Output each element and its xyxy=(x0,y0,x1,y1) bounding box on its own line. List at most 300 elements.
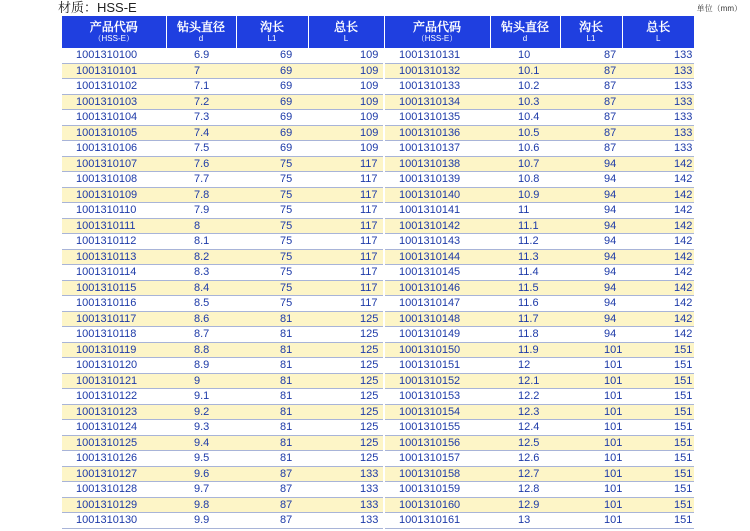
drill-diameter-cell: 7.2 xyxy=(166,94,236,110)
product-code-cell: 1001310113 xyxy=(62,249,166,265)
product-code-cell: 1001310138 xyxy=(384,156,490,172)
header-sub-text: L1 xyxy=(586,34,596,43)
flute-length-cell: 101 xyxy=(560,466,622,482)
total-length-cell: 151 xyxy=(622,420,694,436)
drill-diameter-cell: 7.9 xyxy=(166,203,236,219)
product-code-cell: 1001310123 xyxy=(62,404,166,420)
total-length-cell: 151 xyxy=(622,358,694,374)
flute-length-cell: 94 xyxy=(560,172,622,188)
product-code-cell: 1001310156 xyxy=(384,435,490,451)
table-row xyxy=(62,342,694,358)
product-code-cell: 1001310108 xyxy=(62,172,166,188)
drill-diameter-cell: 11.6 xyxy=(490,296,560,312)
table-row xyxy=(62,234,694,250)
total-length-cell: 117 xyxy=(308,234,384,250)
product-code-cell: 1001310127 xyxy=(62,466,166,482)
flute-length-cell: 75 xyxy=(236,234,308,250)
total-length-cell: 117 xyxy=(308,203,384,219)
drill-diameter-cell: 10.7 xyxy=(490,156,560,172)
total-length-cell: 151 xyxy=(622,373,694,389)
product-code-cell: 1001310159 xyxy=(384,482,490,498)
product-code-cell: 1001310117 xyxy=(62,311,166,327)
table-row xyxy=(62,48,694,63)
total-length-cell: 142 xyxy=(622,187,694,203)
total-length-cell: 125 xyxy=(308,404,384,420)
table-body xyxy=(62,48,694,528)
product-code-cell: 1001310144 xyxy=(384,249,490,265)
flute-length-cell: 75 xyxy=(236,156,308,172)
header-product-code-right xyxy=(384,16,490,48)
total-length-cell: 142 xyxy=(622,249,694,265)
total-length-cell: 117 xyxy=(308,280,384,296)
drill-diameter-cell: 10.4 xyxy=(490,110,560,126)
header-sub-text: （HSS-E） xyxy=(93,34,134,43)
total-length-cell: 117 xyxy=(308,187,384,203)
table-row xyxy=(62,296,694,312)
flute-length-cell: 69 xyxy=(236,125,308,141)
drill-diameter-cell: 12.3 xyxy=(490,404,560,420)
product-code-cell: 1001310137 xyxy=(384,141,490,157)
flute-length-cell: 75 xyxy=(236,265,308,281)
product-code-cell: 1001310122 xyxy=(62,389,166,405)
flute-length-cell: 69 xyxy=(236,110,308,126)
header-main-text: 沟长 xyxy=(259,20,284,34)
drill-diameter-cell: 8.2 xyxy=(166,249,236,265)
total-length-cell: 151 xyxy=(622,435,694,451)
drill-diameter-cell: 8.8 xyxy=(166,342,236,358)
drill-diameter-cell: 11.1 xyxy=(490,218,560,234)
flute-length-cell: 101 xyxy=(560,451,622,467)
drill-diameter-cell: 10.3 xyxy=(490,94,560,110)
header-drill-diameter-left xyxy=(166,16,236,48)
drill-diameter-cell: 12.1 xyxy=(490,373,560,389)
total-length-cell: 109 xyxy=(308,79,384,95)
product-code-cell: 1001310152 xyxy=(384,373,490,389)
total-length-cell: 151 xyxy=(622,466,694,482)
total-length-cell: 142 xyxy=(622,156,694,172)
drill-diameter-cell: 11.7 xyxy=(490,311,560,327)
total-length-cell: 151 xyxy=(622,389,694,405)
drill-diameter-cell: 12.9 xyxy=(490,497,560,513)
table-row xyxy=(62,389,694,405)
drill-diameter-cell: 11 xyxy=(490,203,560,219)
flute-length-cell: 69 xyxy=(236,141,308,157)
drill-diameter-cell: 7.8 xyxy=(166,187,236,203)
flute-length-cell: 94 xyxy=(560,280,622,296)
product-code-cell: 1001310104 xyxy=(62,110,166,126)
drill-diameter-cell: 9.6 xyxy=(166,466,236,482)
flute-length-cell: 81 xyxy=(236,451,308,467)
product-code-cell: 1001310150 xyxy=(384,342,490,358)
product-code-cell: 1001310103 xyxy=(62,94,166,110)
product-code-cell: 1001310128 xyxy=(62,482,166,498)
total-length-cell: 109 xyxy=(308,110,384,126)
table-row xyxy=(62,327,694,343)
header-total-length-right xyxy=(622,16,694,48)
header-main-text: 产品代码 xyxy=(89,20,138,34)
table-row xyxy=(62,110,694,126)
header-flute-length-left xyxy=(236,16,308,48)
drill-diameter-cell: 9.4 xyxy=(166,435,236,451)
product-code-cell: 1001310121 xyxy=(62,373,166,389)
drill-diameter-cell: 8.6 xyxy=(166,311,236,327)
flute-length-cell: 101 xyxy=(560,342,622,358)
drill-diameter-cell: 9.3 xyxy=(166,420,236,436)
flute-length-cell: 75 xyxy=(236,203,308,219)
drill-diameter-cell: 11.3 xyxy=(490,249,560,265)
drill-diameter-cell: 12.8 xyxy=(490,482,560,498)
product-code-cell: 1001310126 xyxy=(62,451,166,467)
total-length-cell: 142 xyxy=(622,280,694,296)
product-code-cell: 1001310158 xyxy=(384,466,490,482)
drill-diameter-cell: 11.4 xyxy=(490,265,560,281)
drill-diameter-cell: 10.5 xyxy=(490,125,560,141)
product-code-cell: 1001310119 xyxy=(62,342,166,358)
drill-diameter-cell: 9 xyxy=(166,373,236,389)
drill-diameter-cell: 12.5 xyxy=(490,435,560,451)
product-code-cell: 1001310120 xyxy=(62,358,166,374)
header-flute-length-right xyxy=(560,16,622,48)
flute-length-cell: 87 xyxy=(560,125,622,141)
drill-diameter-cell: 7.4 xyxy=(166,125,236,141)
drill-diameter-cell: 9.1 xyxy=(166,389,236,405)
product-code-cell: 1001310110 xyxy=(62,203,166,219)
flute-length-cell: 69 xyxy=(236,63,308,79)
flute-length-cell: 81 xyxy=(236,342,308,358)
flute-length-cell: 81 xyxy=(236,435,308,451)
header-sub-text: L xyxy=(656,34,661,43)
flute-length-cell: 94 xyxy=(560,327,622,343)
flute-length-cell: 101 xyxy=(560,513,622,529)
total-length-cell: 125 xyxy=(308,311,384,327)
header-drill-diameter-right xyxy=(490,16,560,48)
drill-diameter-cell: 8.5 xyxy=(166,296,236,312)
table-row xyxy=(62,218,694,234)
flute-length-cell: 101 xyxy=(560,435,622,451)
flute-length-cell: 75 xyxy=(236,187,308,203)
drill-diameter-cell: 8 xyxy=(166,218,236,234)
drill-diameter-cell: 8.9 xyxy=(166,358,236,374)
product-code-cell: 1001310111 xyxy=(62,218,166,234)
drill-diameter-cell: 12.2 xyxy=(490,389,560,405)
total-length-cell: 125 xyxy=(308,358,384,374)
product-code-cell: 1001310143 xyxy=(384,234,490,250)
flute-length-cell: 94 xyxy=(560,249,622,265)
flute-length-cell: 81 xyxy=(236,373,308,389)
spec-table xyxy=(62,16,694,529)
total-length-cell: 142 xyxy=(622,234,694,250)
drill-diameter-cell: 12.4 xyxy=(490,420,560,436)
total-length-cell: 133 xyxy=(622,79,694,95)
flute-length-cell: 94 xyxy=(560,234,622,250)
product-code-cell: 1001310134 xyxy=(384,94,490,110)
flute-length-cell: 94 xyxy=(560,311,622,327)
total-length-cell: 151 xyxy=(622,482,694,498)
flute-length-cell: 87 xyxy=(236,497,308,513)
product-code-cell: 1001310154 xyxy=(384,404,490,420)
flute-length-cell: 81 xyxy=(236,389,308,405)
flute-length-cell: 94 xyxy=(560,187,622,203)
total-length-cell: 133 xyxy=(622,94,694,110)
drill-diameter-cell: 12.7 xyxy=(490,466,560,482)
total-length-cell: 133 xyxy=(622,141,694,157)
table-row xyxy=(62,203,694,219)
total-length-cell: 133 xyxy=(308,482,384,498)
flute-length-cell: 75 xyxy=(236,249,308,265)
drill-diameter-cell: 10.1 xyxy=(490,63,560,79)
total-length-cell: 142 xyxy=(622,296,694,312)
total-length-cell: 142 xyxy=(622,311,694,327)
product-code-cell: 1001310114 xyxy=(62,265,166,281)
flute-length-cell: 87 xyxy=(560,141,622,157)
header-sub-text: L1 xyxy=(267,34,277,43)
flute-length-cell: 75 xyxy=(236,296,308,312)
total-length-cell: 125 xyxy=(308,420,384,436)
drill-diameter-cell: 12.6 xyxy=(490,451,560,467)
table-row xyxy=(62,451,694,467)
total-length-cell: 133 xyxy=(308,466,384,482)
flute-length-cell: 87 xyxy=(236,513,308,529)
table-row xyxy=(62,482,694,498)
drill-diameter-cell: 12 xyxy=(490,358,560,374)
header-main-text: 产品代码 xyxy=(412,20,461,34)
table-row xyxy=(62,420,694,436)
drill-diameter-cell: 11.5 xyxy=(490,280,560,296)
header-main-text: 总长 xyxy=(333,20,358,34)
flute-length-cell: 101 xyxy=(560,373,622,389)
table-row xyxy=(62,141,694,157)
product-code-cell: 1001310109 xyxy=(62,187,166,203)
total-length-cell: 151 xyxy=(622,342,694,358)
product-code-cell: 1001310151 xyxy=(384,358,490,374)
flute-length-cell: 94 xyxy=(560,156,622,172)
flute-length-cell: 81 xyxy=(236,404,308,420)
product-code-cell: 1001310107 xyxy=(62,156,166,172)
header-main-text: 钻头直径 xyxy=(176,20,225,34)
total-length-cell: 117 xyxy=(308,156,384,172)
header-sub-text: d xyxy=(522,34,528,43)
drill-diameter-cell: 7.7 xyxy=(166,172,236,188)
flute-length-cell: 75 xyxy=(236,280,308,296)
flute-length-cell: 94 xyxy=(560,296,622,312)
total-length-cell: 109 xyxy=(308,63,384,79)
drill-diameter-cell: 7 xyxy=(166,63,236,79)
flute-length-cell: 101 xyxy=(560,389,622,405)
drill-diameter-cell: 10.8 xyxy=(490,172,560,188)
header-product-code-left xyxy=(62,16,166,48)
unit-label: 单位（mm） xyxy=(696,4,742,13)
drill-diameter-cell: 8.1 xyxy=(166,234,236,250)
table-row xyxy=(62,404,694,420)
product-code-cell: 1001310161 xyxy=(384,513,490,529)
total-length-cell: 125 xyxy=(308,389,384,405)
total-length-cell: 142 xyxy=(622,265,694,281)
table-row xyxy=(62,435,694,451)
flute-length-cell: 94 xyxy=(560,203,622,219)
product-code-cell: 1001310141 xyxy=(384,203,490,219)
product-code-cell: 1001310136 xyxy=(384,125,490,141)
table-row xyxy=(62,63,694,79)
table-row xyxy=(62,513,694,529)
flute-length-cell: 87 xyxy=(560,94,622,110)
total-length-cell: 142 xyxy=(622,203,694,219)
flute-length-cell: 81 xyxy=(236,420,308,436)
total-length-cell: 125 xyxy=(308,435,384,451)
product-code-cell: 1001310155 xyxy=(384,420,490,436)
product-code-cell: 1001310160 xyxy=(384,497,490,513)
table-row xyxy=(62,280,694,296)
product-code-cell: 1001310135 xyxy=(384,110,490,126)
flute-length-cell: 87 xyxy=(560,79,622,95)
total-length-cell: 109 xyxy=(308,141,384,157)
table-header-row xyxy=(62,16,694,48)
total-length-cell: 151 xyxy=(622,404,694,420)
flute-length-cell: 101 xyxy=(560,482,622,498)
table-row xyxy=(62,373,694,389)
total-length-cell: 125 xyxy=(308,342,384,358)
drill-diameter-cell: 6.9 xyxy=(166,48,236,63)
total-length-cell: 133 xyxy=(308,497,384,513)
total-length-cell: 151 xyxy=(622,451,694,467)
drill-diameter-cell: 10 xyxy=(490,48,560,63)
flute-length-cell: 81 xyxy=(236,311,308,327)
product-code-cell: 1001310106 xyxy=(62,141,166,157)
table-row xyxy=(62,79,694,95)
drill-diameter-cell: 10.9 xyxy=(490,187,560,203)
product-code-cell: 1001310149 xyxy=(384,327,490,343)
total-length-cell: 151 xyxy=(622,513,694,529)
drill-diameter-cell: 7.1 xyxy=(166,79,236,95)
drill-diameter-cell: 8.4 xyxy=(166,280,236,296)
product-code-cell: 1001310139 xyxy=(384,172,490,188)
total-length-cell: 125 xyxy=(308,373,384,389)
product-code-cell: 1001310148 xyxy=(384,311,490,327)
product-code-cell: 1001310116 xyxy=(62,296,166,312)
header-total-length-left xyxy=(308,16,384,48)
product-code-cell: 1001310153 xyxy=(384,389,490,405)
total-length-cell: 109 xyxy=(308,48,384,63)
drill-diameter-cell: 11.2 xyxy=(490,234,560,250)
total-length-cell: 117 xyxy=(308,249,384,265)
total-length-cell: 142 xyxy=(622,327,694,343)
material-label: 材质：HSS-E xyxy=(58,0,137,15)
header-sub-text: L xyxy=(343,34,349,43)
product-code-cell: 1001310101 xyxy=(62,63,166,79)
total-length-cell: 117 xyxy=(308,296,384,312)
drill-diameter-cell: 8.3 xyxy=(166,265,236,281)
total-length-cell: 133 xyxy=(308,513,384,529)
flute-length-cell: 75 xyxy=(236,172,308,188)
product-code-cell: 1001310100 xyxy=(62,48,166,63)
drill-diameter-cell: 7.3 xyxy=(166,110,236,126)
table-row xyxy=(62,172,694,188)
total-length-cell: 133 xyxy=(622,48,694,63)
flute-length-cell: 101 xyxy=(560,404,622,420)
table-row xyxy=(62,311,694,327)
flute-length-cell: 101 xyxy=(560,420,622,436)
product-code-cell: 1001310125 xyxy=(62,435,166,451)
table-row xyxy=(62,265,694,281)
header-sub-text: （HSS-E） xyxy=(416,34,458,43)
total-length-cell: 109 xyxy=(308,94,384,110)
drill-diameter-cell: 11.9 xyxy=(490,342,560,358)
total-length-cell: 151 xyxy=(622,497,694,513)
flute-length-cell: 101 xyxy=(560,358,622,374)
flute-length-cell: 69 xyxy=(236,48,308,63)
flute-length-cell: 87 xyxy=(236,466,308,482)
total-length-cell: 133 xyxy=(622,125,694,141)
flute-length-cell: 87 xyxy=(560,48,622,63)
flute-length-cell: 101 xyxy=(560,497,622,513)
product-code-cell: 1001310132 xyxy=(384,63,490,79)
drill-diameter-cell: 7.6 xyxy=(166,156,236,172)
drill-diameter-cell: 9.9 xyxy=(166,513,236,529)
flute-length-cell: 87 xyxy=(236,482,308,498)
drill-diameter-cell: 11.8 xyxy=(490,327,560,343)
flute-length-cell: 69 xyxy=(236,94,308,110)
total-length-cell: 117 xyxy=(308,172,384,188)
header-sub-text: d xyxy=(198,34,204,43)
total-length-cell: 142 xyxy=(622,172,694,188)
table-row xyxy=(62,466,694,482)
product-code-cell: 1001310147 xyxy=(384,296,490,312)
table-row xyxy=(62,249,694,265)
total-length-cell: 125 xyxy=(308,327,384,343)
drill-diameter-cell: 7.5 xyxy=(166,141,236,157)
product-code-cell: 1001310102 xyxy=(62,79,166,95)
product-code-cell: 1001310131 xyxy=(384,48,490,63)
flute-length-cell: 94 xyxy=(560,218,622,234)
total-length-cell: 133 xyxy=(622,63,694,79)
header-main-text: 钻头直径 xyxy=(500,20,549,34)
total-length-cell: 142 xyxy=(622,218,694,234)
product-code-cell: 1001310140 xyxy=(384,187,490,203)
flute-length-cell: 81 xyxy=(236,327,308,343)
total-length-cell: 117 xyxy=(308,265,384,281)
drill-diameter-cell: 10.2 xyxy=(490,79,560,95)
table-row xyxy=(62,156,694,172)
drill-diameter-cell: 13 xyxy=(490,513,560,529)
drill-diameter-cell: 8.7 xyxy=(166,327,236,343)
table-row xyxy=(62,497,694,513)
product-code-cell: 1001310146 xyxy=(384,280,490,296)
product-code-cell: 1001310133 xyxy=(384,79,490,95)
flute-length-cell: 87 xyxy=(560,63,622,79)
drill-diameter-cell: 9.5 xyxy=(166,451,236,467)
total-length-cell: 117 xyxy=(308,218,384,234)
table-row xyxy=(62,94,694,110)
product-code-cell: 1001310130 xyxy=(62,513,166,529)
drill-diameter-cell: 9.7 xyxy=(166,482,236,498)
product-code-cell: 1001310157 xyxy=(384,451,490,467)
drill-diameter-cell: 9.8 xyxy=(166,497,236,513)
total-length-cell: 125 xyxy=(308,451,384,467)
header-main-text: 沟长 xyxy=(578,20,603,34)
flute-length-cell: 87 xyxy=(560,110,622,126)
total-length-cell: 109 xyxy=(308,125,384,141)
product-code-cell: 1001310112 xyxy=(62,234,166,250)
product-code-cell: 1001310118 xyxy=(62,327,166,343)
drill-diameter-cell: 9.2 xyxy=(166,404,236,420)
product-code-cell: 1001310145 xyxy=(384,265,490,281)
flute-length-cell: 81 xyxy=(236,358,308,374)
flute-length-cell: 69 xyxy=(236,79,308,95)
product-code-cell: 1001310124 xyxy=(62,420,166,436)
product-code-cell: 1001310105 xyxy=(62,125,166,141)
product-code-cell: 1001310129 xyxy=(62,497,166,513)
table-row xyxy=(62,187,694,203)
flute-length-cell: 75 xyxy=(236,218,308,234)
